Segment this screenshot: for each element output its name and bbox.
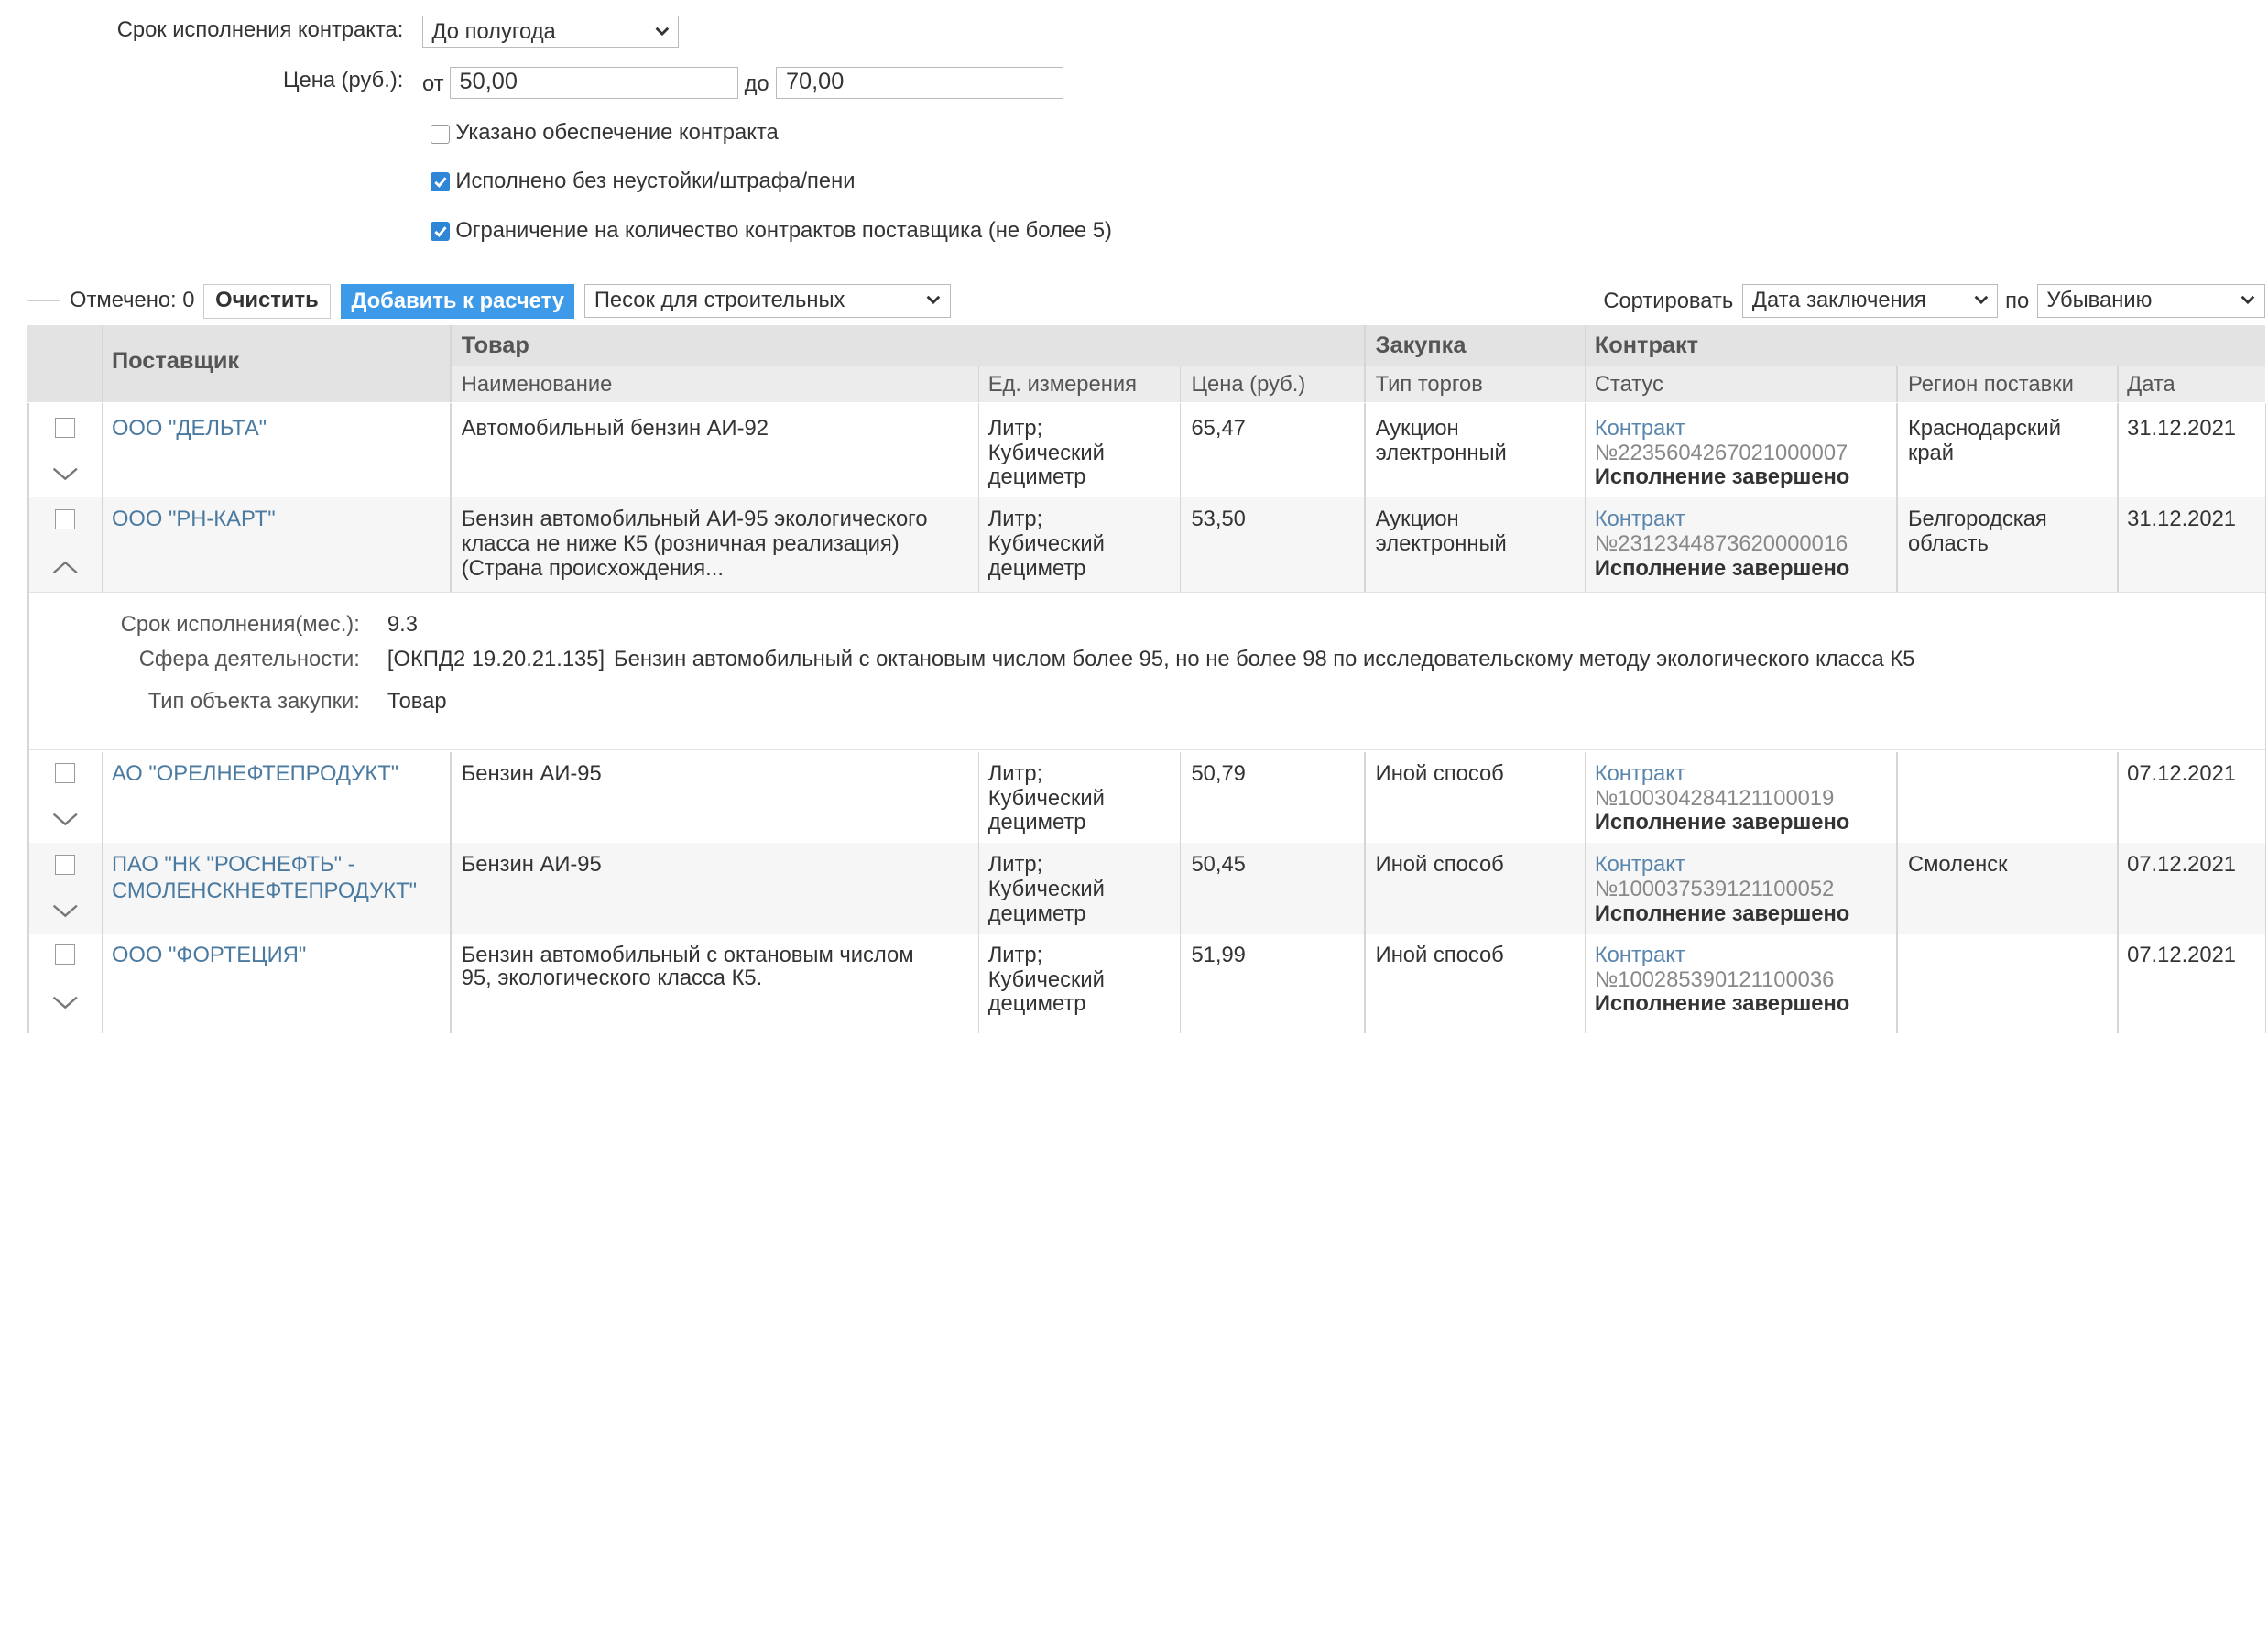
date: 31.12.2021 <box>2127 507 2237 532</box>
unit-line: дециметр <box>987 464 1086 490</box>
unit-line: Литр; <box>987 852 1043 878</box>
contract-status: Исполнение завершено <box>1594 464 1850 490</box>
selected-count: Отмечено: 0 <box>70 287 195 312</box>
price-value: 51,99 <box>1191 942 1246 967</box>
col-supplier[interactable]: Поставщик <box>111 348 240 375</box>
region: область <box>1907 531 1989 557</box>
detail-sphere-label: Сфера деятельности: <box>138 647 360 672</box>
chevron-down-icon[interactable] <box>52 467 79 482</box>
col-status[interactable]: Статус <box>1594 371 1663 397</box>
region: Белгородская <box>1907 507 2047 532</box>
contract-link[interactable]: Контракт <box>1594 760 1685 786</box>
unit-line: Литр; <box>987 942 1043 967</box>
unit-line: Литр; <box>987 507 1043 532</box>
contract-number: №2235604267021000007 <box>1594 440 1848 465</box>
guarantee-label: Указано обеспечение контракта <box>455 120 779 146</box>
product-name: Бензин АИ-95 <box>461 852 602 878</box>
tender-type: Аукцион <box>1375 415 1459 441</box>
supplier-link[interactable]: ООО "ДЕЛЬТА" <box>111 415 267 441</box>
supplier-link[interactable]: АО "ОРЕЛНЕФТЕПРОДУКТ" <box>111 760 399 786</box>
chevron-up-icon[interactable] <box>52 560 79 574</box>
chevron-down-icon <box>926 292 941 307</box>
sort-order-select[interactable] <box>2037 284 2265 317</box>
check-icon <box>433 224 448 239</box>
date: 31.12.2021 <box>2127 415 2237 441</box>
detail-sphere-code: [ОКПД2 19.20.21.135] <box>387 647 605 672</box>
price-to-input[interactable]: 70,00 <box>776 67 1063 99</box>
price-from-label: от <box>421 71 444 96</box>
detail-term-value: 9.3 <box>387 612 418 638</box>
row-checkbox[interactable] <box>55 763 75 783</box>
unit-line: дециметр <box>987 810 1086 835</box>
term-label: Срок исполнения контракта: <box>116 17 404 42</box>
tender-type: Иной способ <box>1375 760 1504 786</box>
col-group-product: Товар <box>461 332 529 358</box>
unit-line: Кубический <box>987 966 1105 992</box>
product-name: (Страна происхождения... <box>461 556 724 582</box>
price-to-label: до <box>744 71 769 96</box>
contract-link[interactable]: Контракт <box>1594 507 1685 532</box>
unit-line: Литр; <box>987 415 1043 441</box>
supplier-link[interactable]: СМОЛЕНСКНЕФТЕПРОДУКТ" <box>111 878 418 903</box>
contract-link[interactable]: Контракт <box>1594 942 1685 967</box>
contract-link[interactable]: Контракт <box>1594 415 1685 441</box>
detail-sphere-text: Бензин автомобильный с октановым числом более 95, но не более 98 по исследовательскому методу экологического класса К5 <box>614 647 1915 672</box>
chevron-down-icon[interactable] <box>52 813 79 827</box>
price-value: 50,79 <box>1191 760 1246 786</box>
date: 07.12.2021 <box>2127 760 2237 786</box>
unit-line: дециметр <box>987 991 1086 1017</box>
chevron-down-icon <box>1974 292 1989 307</box>
price-value: 65,47 <box>1191 415 1246 441</box>
contract-number: №100285390121100036 <box>1594 966 1835 992</box>
tender-type: Иной способ <box>1375 942 1504 967</box>
contract-link[interactable]: Контракт <box>1594 852 1685 878</box>
col-date[interactable]: Дата <box>2127 371 2175 397</box>
price-value: 53,50 <box>1191 507 1246 532</box>
date: 07.12.2021 <box>2127 852 2237 878</box>
detail-object-label: Тип объекта закупки: <box>147 689 360 715</box>
product-name: Бензин автомобильный с октановым числом <box>461 942 914 967</box>
limit-contracts-checkbox[interactable] <box>431 222 450 241</box>
col-tender[interactable]: Тип торгов <box>1375 371 1483 397</box>
col-group-purchase: Закупка <box>1375 332 1467 358</box>
clear-button[interactable]: Очистить <box>203 284 331 319</box>
product-name: Бензин автомобильный АИ-95 экологического <box>461 507 928 532</box>
contract-status: Исполнение завершено <box>1594 556 1850 582</box>
chevron-down-icon[interactable] <box>52 996 79 1010</box>
row-checkbox[interactable] <box>55 509 75 529</box>
supplier-link[interactable]: ПАО "НК "РОСНЕФТЬ" - <box>111 852 355 878</box>
row-checkbox[interactable] <box>55 944 75 965</box>
unit-line: Кубический <box>987 531 1105 557</box>
tender-type: электронный <box>1375 440 1507 465</box>
limit-contracts-label: Ограничение на количество контрактов поставщика (не более 5) <box>455 217 1112 243</box>
price-value: 50,45 <box>1191 852 1246 878</box>
row-checkbox[interactable] <box>55 855 75 875</box>
unit-line: Кубический <box>987 785 1105 811</box>
price-from-input[interactable]: 50,00 <box>450 67 738 99</box>
col-price[interactable]: Цена (руб.) <box>1191 371 1306 397</box>
term-select[interactable] <box>422 16 679 48</box>
chevron-down-icon[interactable] <box>52 904 79 919</box>
contract-number: №100037539121100052 <box>1594 877 1835 902</box>
tender-type: Иной способ <box>1375 852 1504 878</box>
contract-status: Исполнение завершено <box>1594 901 1850 927</box>
term-select-value: До полугода <box>431 19 556 45</box>
price-label: Цена (руб.): <box>282 68 404 93</box>
unit-line: Кубический <box>987 440 1105 465</box>
toolbar-divider <box>27 300 60 302</box>
chevron-down-icon <box>2241 292 2255 307</box>
region: край <box>1907 440 1955 465</box>
detail-object-value: Товар <box>387 689 447 715</box>
unit-line: Литр; <box>987 760 1043 786</box>
unit-line: Кубический <box>987 877 1105 902</box>
col-name[interactable]: Наименование <box>461 371 613 397</box>
no-penalty-checkbox[interactable] <box>431 172 450 191</box>
region: Смоленск <box>1907 852 2008 878</box>
contract-number: №2312344873620000016 <box>1594 531 1848 557</box>
check-icon <box>433 175 448 190</box>
guarantee-checkbox[interactable] <box>431 125 450 144</box>
add-to-calc-button[interactable]: Добавить к расчету <box>341 284 574 319</box>
product-name: класса не ниже К5 (розничная реализация) <box>461 531 900 557</box>
supplier-link[interactable]: ООО "РН-КАРТ" <box>111 507 276 532</box>
tender-type: электронный <box>1375 531 1507 557</box>
unit-line: дециметр <box>987 901 1086 927</box>
sort-field-select[interactable] <box>1742 284 1998 317</box>
product-name: Автомобильный бензин АИ-92 <box>461 415 769 441</box>
unit-line: дециметр <box>987 556 1086 582</box>
table-row <box>27 934 2265 1033</box>
contract-status: Исполнение завершено <box>1594 810 1850 835</box>
product-select[interactable] <box>584 284 950 317</box>
sort-field-value: Дата заключения <box>1751 288 1926 313</box>
supplier-link[interactable]: ООО "ФОРТЕЦИЯ" <box>111 942 307 967</box>
no-penalty-label: Исполнено без неустойки/штрафа/пени <box>455 168 856 193</box>
contract-number: №100304284121100019 <box>1594 785 1835 811</box>
product-name: Бензин АИ-95 <box>461 760 602 786</box>
tender-type: Аукцион <box>1375 507 1459 532</box>
sort-order-value: Убыванию <box>2046 288 2153 313</box>
contract-status: Исполнение завершено <box>1594 991 1850 1017</box>
sort-by-label: по <box>2005 289 2030 314</box>
col-unit[interactable]: Ед. измерения <box>987 371 1137 397</box>
detail-term-label: Срок исполнения(мес.): <box>120 612 360 638</box>
sort-label: Сортировать <box>1603 289 1734 314</box>
product-name: 95, экологического класса К5. <box>461 965 763 990</box>
product-select-value: Песок для строительных <box>594 288 845 313</box>
chevron-down-icon <box>655 24 670 38</box>
date: 07.12.2021 <box>2127 942 2237 967</box>
region: Краснодарский <box>1907 415 2061 441</box>
col-group-contract: Контракт <box>1594 332 1699 358</box>
row-checkbox[interactable] <box>55 418 75 438</box>
col-region[interactable]: Регион поставки <box>1907 371 2074 397</box>
